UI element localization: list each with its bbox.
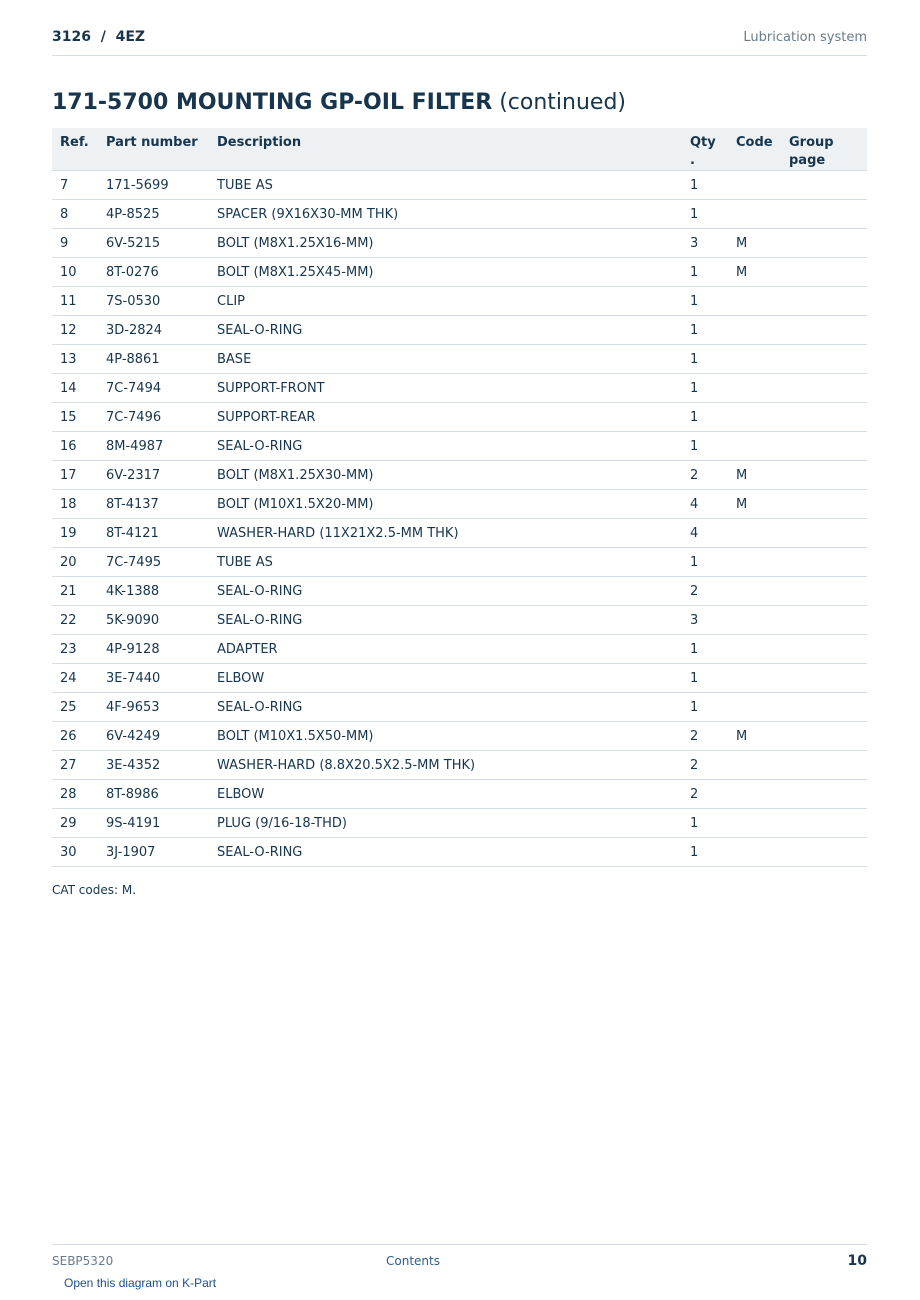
cell-part-number: 6V-2317 [98, 461, 209, 490]
cell-ref: 20 [52, 548, 98, 577]
cell-code [728, 519, 781, 548]
cell-code [728, 287, 781, 316]
cell-qty: 1 [682, 838, 728, 867]
cell-qty: 1 [682, 403, 728, 432]
cell-ref: 16 [52, 432, 98, 461]
cell-code [728, 809, 781, 838]
cell-part-number: 8T-8986 [98, 780, 209, 809]
page-footer [52, 1244, 867, 1275]
cell-description: ELBOW [209, 780, 682, 809]
title-main: 171-5700 MOUNTING GP-OIL FILTER [52, 90, 493, 115]
cell-group-page [781, 635, 867, 664]
table-row [52, 403, 867, 432]
cell-description: SEAL-O-RING [209, 316, 682, 345]
table-row [52, 345, 867, 374]
cell-part-number: 7S-0530 [98, 287, 209, 316]
cell-ref: 23 [52, 635, 98, 664]
cell-description: SUPPORT-REAR [209, 403, 682, 432]
cell-qty: 1 [682, 200, 728, 229]
cell-group-page [781, 838, 867, 867]
cell-qty: 3 [682, 606, 728, 635]
cell-part-number: 7C-7494 [98, 374, 209, 403]
cell-part-number: 8T-4137 [98, 490, 209, 519]
cell-code [728, 751, 781, 780]
cell-ref: 21 [52, 577, 98, 606]
header-qty: Qty . [682, 128, 728, 171]
table-row [52, 258, 867, 287]
cell-description: TUBE AS [209, 548, 682, 577]
cell-group-page [781, 780, 867, 809]
cell-group-page [781, 606, 867, 635]
cell-code [728, 345, 781, 374]
cell-qty: 3 [682, 229, 728, 258]
cell-group-page [781, 229, 867, 258]
cell-ref: 30 [52, 838, 98, 867]
table-header-row [52, 128, 867, 171]
cell-group-page [781, 490, 867, 519]
table-row [52, 722, 867, 751]
cell-code: M [728, 722, 781, 751]
cell-group-page [781, 403, 867, 432]
cell-qty: 1 [682, 287, 728, 316]
cell-code [728, 432, 781, 461]
table-row [52, 606, 867, 635]
cell-qty: 1 [682, 345, 728, 374]
header-part-number: Part number [98, 128, 209, 171]
cell-group-page [781, 316, 867, 345]
cell-qty: 1 [682, 548, 728, 577]
cell-qty: 1 [682, 432, 728, 461]
table-row [52, 171, 867, 200]
parts-table-body [52, 171, 867, 867]
cell-qty: 2 [682, 461, 728, 490]
cell-ref: 11 [52, 287, 98, 316]
cell-group-page [781, 693, 867, 722]
table-row [52, 548, 867, 577]
cell-group-page [781, 751, 867, 780]
cell-ref: 19 [52, 519, 98, 548]
cell-description: WASHER-HARD (8.8X20.5X2.5-MM THK) [209, 751, 682, 780]
cell-description: BOLT (M10X1.5X50-MM) [209, 722, 682, 751]
cell-part-number: 4F-9653 [98, 693, 209, 722]
cell-part-number: 3J-1907 [98, 838, 209, 867]
table-row [52, 287, 867, 316]
model-label: 3126 / 4EZ [52, 29, 146, 45]
cell-qty: 2 [682, 751, 728, 780]
cell-part-number: 3D-2824 [98, 316, 209, 345]
table-row [52, 490, 867, 519]
cell-qty: 1 [682, 374, 728, 403]
cell-description: SEAL-O-RING [209, 606, 682, 635]
table-row [52, 374, 867, 403]
cell-part-number: 4P-9128 [98, 635, 209, 664]
cell-code: M [728, 229, 781, 258]
cell-description: BOLT (M10X1.5X20-MM) [209, 490, 682, 519]
cell-part-number: 3E-4352 [98, 751, 209, 780]
cell-code [728, 577, 781, 606]
kpart-diagram-link[interactable]: Open this diagram on K-Part [64, 1276, 217, 1290]
cell-code [728, 171, 781, 200]
cell-qty: 1 [682, 171, 728, 200]
cell-ref: 24 [52, 664, 98, 693]
cell-part-number: 9S-4191 [98, 809, 209, 838]
table-row [52, 809, 867, 838]
cell-part-number: 4P-8525 [98, 200, 209, 229]
table-row [52, 461, 867, 490]
cell-code: M [728, 490, 781, 519]
cell-group-page [781, 664, 867, 693]
header-ref: Ref. [52, 128, 98, 171]
table-row [52, 316, 867, 345]
header-description: Description [209, 128, 682, 171]
cell-group-page [781, 287, 867, 316]
cell-part-number: 8M-4987 [98, 432, 209, 461]
cell-ref: 29 [52, 809, 98, 838]
cell-ref: 18 [52, 490, 98, 519]
cell-code: M [728, 258, 781, 287]
cell-ref: 14 [52, 374, 98, 403]
header-code: Code [728, 128, 781, 171]
cell-ref: 9 [52, 229, 98, 258]
cell-part-number: 171-5699 [98, 171, 209, 200]
cell-qty: 1 [682, 635, 728, 664]
section-label: Lubrication system [743, 30, 867, 45]
table-row [52, 780, 867, 809]
cell-group-page [781, 722, 867, 751]
cell-description: PLUG (9/16-18-THD) [209, 809, 682, 838]
cell-ref: 26 [52, 722, 98, 751]
cell-description: SEAL-O-RING [209, 693, 682, 722]
cell-qty: 1 [682, 664, 728, 693]
cell-code [728, 693, 781, 722]
cell-group-page [781, 577, 867, 606]
cell-ref: 28 [52, 780, 98, 809]
cell-qty: 2 [682, 780, 728, 809]
cell-group-page [781, 548, 867, 577]
cell-description: SUPPORT-FRONT [209, 374, 682, 403]
table-row [52, 229, 867, 258]
parts-table [52, 128, 867, 867]
cell-group-page [781, 200, 867, 229]
cell-qty: 1 [682, 258, 728, 287]
cell-group-page [781, 461, 867, 490]
cell-code [728, 838, 781, 867]
cell-description: ELBOW [209, 664, 682, 693]
cell-description: BOLT (M8X1.25X16-MM) [209, 229, 682, 258]
cell-description: CLIP [209, 287, 682, 316]
cell-code [728, 316, 781, 345]
table-row [52, 432, 867, 461]
cell-qty: 4 [682, 490, 728, 519]
cell-group-page [781, 374, 867, 403]
cell-code [728, 606, 781, 635]
cell-description: ADAPTER [209, 635, 682, 664]
cell-description: SPACER (9X16X30-MM THK) [209, 200, 682, 229]
contents-link[interactable]: Contents [386, 1254, 440, 1268]
cell-group-page [781, 432, 867, 461]
cell-qty: 1 [682, 316, 728, 345]
cell-code [728, 403, 781, 432]
cell-qty: 1 [682, 809, 728, 838]
cell-code [728, 780, 781, 809]
cell-ref: 12 [52, 316, 98, 345]
table-row [52, 519, 867, 548]
cell-group-page [781, 345, 867, 374]
table-row [52, 664, 867, 693]
cell-code [728, 635, 781, 664]
page-number: 10 [847, 1253, 867, 1269]
cat-codes-note: CAT codes: M. [52, 883, 137, 897]
cell-code [728, 200, 781, 229]
cell-part-number: 6V-5215 [98, 229, 209, 258]
table-row [52, 838, 867, 867]
header-group-page: Group page [781, 128, 867, 171]
cell-description: BOLT (M8X1.25X45-MM) [209, 258, 682, 287]
cell-ref: 8 [52, 200, 98, 229]
cell-code: M [728, 461, 781, 490]
cell-part-number: 8T-4121 [98, 519, 209, 548]
cell-qty: 2 [682, 577, 728, 606]
title-suffix: (continued) [492, 90, 626, 115]
table-row [52, 577, 867, 606]
cell-description: SEAL-O-RING [209, 432, 682, 461]
cell-description: TUBE AS [209, 171, 682, 200]
document-number: SEBP5320 [52, 1254, 114, 1268]
table-row [52, 200, 867, 229]
cell-qty: 2 [682, 722, 728, 751]
cell-code [728, 548, 781, 577]
cell-part-number: 8T-0276 [98, 258, 209, 287]
cell-ref: 13 [52, 345, 98, 374]
cell-part-number: 7C-7495 [98, 548, 209, 577]
cell-part-number: 4P-8861 [98, 345, 209, 374]
cell-description: SEAL-O-RING [209, 577, 682, 606]
cell-ref: 7 [52, 171, 98, 200]
cell-ref: 27 [52, 751, 98, 780]
cell-ref: 17 [52, 461, 98, 490]
cell-description: SEAL-O-RING [209, 838, 682, 867]
cell-description: BASE [209, 345, 682, 374]
cell-description: BOLT (M8X1.25X30-MM) [209, 461, 682, 490]
cell-group-page [781, 809, 867, 838]
table-row [52, 751, 867, 780]
cell-ref: 22 [52, 606, 98, 635]
page-header [52, 29, 867, 56]
cell-qty: 1 [682, 693, 728, 722]
cell-group-page [781, 171, 867, 200]
cell-group-page [781, 519, 867, 548]
page-title [52, 90, 626, 115]
cell-part-number: 4K-1388 [98, 577, 209, 606]
cell-part-number: 5K-9090 [98, 606, 209, 635]
cell-group-page [781, 258, 867, 287]
cell-part-number: 7C-7496 [98, 403, 209, 432]
cell-ref: 10 [52, 258, 98, 287]
table-row [52, 635, 867, 664]
table-row [52, 693, 867, 722]
cell-ref: 25 [52, 693, 98, 722]
cell-code [728, 374, 781, 403]
cell-qty: 4 [682, 519, 728, 548]
cell-description: WASHER-HARD (11X21X2.5-MM THK) [209, 519, 682, 548]
cell-code [728, 664, 781, 693]
cell-part-number: 6V-4249 [98, 722, 209, 751]
cell-part-number: 3E-7440 [98, 664, 209, 693]
cell-ref: 15 [52, 403, 98, 432]
